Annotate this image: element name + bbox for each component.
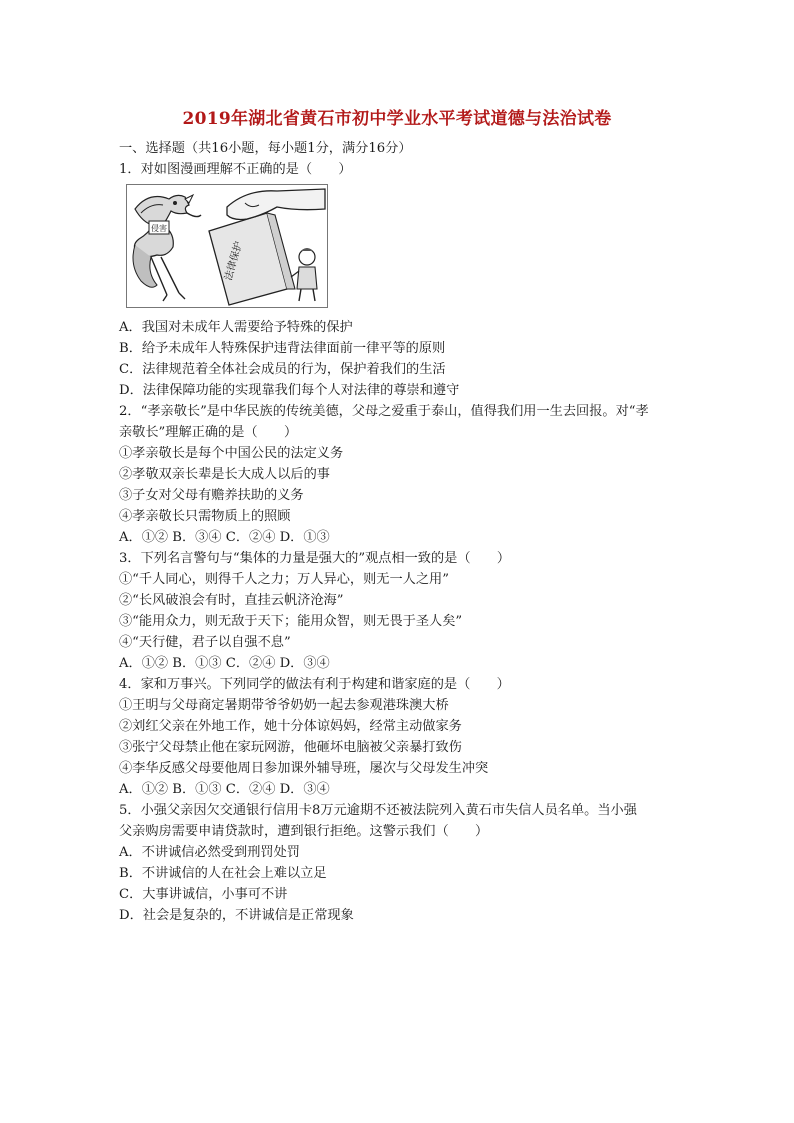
question-3 bbox=[119, 548, 699, 674]
question-stem: 3．下列名言警句与“集体的力量是强大的”观点相一致的是（ ） bbox=[119, 551, 511, 566]
question-stem: 1．对如图漫画理解不正确的是（ ） bbox=[119, 162, 352, 177]
statement: ④李华反感父母要他周日参加课外辅导班，屡次与父母发生冲突 bbox=[119, 761, 489, 776]
question-5 bbox=[119, 800, 699, 926]
statement: ②孝敬双亲长辈是长大成人以后的事 bbox=[119, 467, 330, 482]
statement: ③“能用众力，则无敌于天下；能用众智，则无畏于圣人矣” bbox=[119, 614, 463, 629]
statement: ②刘红父亲在外地工作，她十分体谅妈妈，经常主动做家务 bbox=[119, 719, 462, 734]
cartoon-book-label: 法律保护 bbox=[223, 240, 245, 282]
option: B．不讲诚信的人在社会上难以立足 bbox=[119, 866, 327, 881]
exam-title: 2019年湖北省黄石市初中学业水平考试道德与法治试卷 bbox=[182, 109, 612, 129]
statement: ②“长风破浪会有时，直挂云帆济沧海” bbox=[119, 593, 344, 608]
question-4 bbox=[119, 674, 699, 800]
cartoon-figure bbox=[126, 184, 328, 308]
question-stem: 2．“孝亲敬长”是中华民族的传统美德，父母之爱重于泰山，值得我们用一生去回报。对“孝 bbox=[119, 404, 649, 419]
option: A．不讲诚信必然受到刑罚处罚 bbox=[119, 845, 300, 860]
section-heading: 一、选择题（共16小题，每小题1分，满分16分） bbox=[119, 141, 412, 156]
question-1 bbox=[119, 159, 699, 401]
statement: ③张宁父母禁止他在家玩网游，他砸坏电脑被父亲暴打致伤 bbox=[119, 740, 462, 755]
question-stem: 5．小强父亲因欠交通银行信用卡8万元逾期不还被法院列入黄石市失信人员名单。当小强 bbox=[119, 803, 637, 818]
option: C．大事讲诚信，小事可不讲 bbox=[119, 887, 288, 902]
exam-content bbox=[119, 138, 699, 926]
question-2 bbox=[119, 401, 699, 548]
answer-choices: A．①② B．①③ C．②④ D．③④ bbox=[119, 656, 330, 671]
answer-choices: A．①② B．①③ C．②④ D．③④ bbox=[119, 782, 330, 797]
option: D．法律保障功能的实现靠我们每个人对法律的尊崇和遵守 bbox=[119, 383, 460, 398]
cartoon-illustration bbox=[127, 185, 327, 307]
statement: ①王明与父母商定暑期带爷爷奶奶一起去参观港珠澳大桥 bbox=[119, 698, 449, 713]
question-stem: 4．家和万事兴。下列同学的做法有利于构建和谐家庭的是（ ） bbox=[119, 677, 510, 692]
answer-choices: A．①② B．③④ C．②④ D．①③ bbox=[119, 530, 330, 545]
option: A．我国对未成年人需要给予特殊的保护 bbox=[119, 320, 353, 335]
statement: ④孝亲敬长只需物质上的照顾 bbox=[119, 509, 291, 524]
question-stem: 父亲购房需要申请贷款时，遭到银行拒绝。这警示我们（ ） bbox=[119, 824, 489, 839]
question-stem: 亲敬长”理解正确的是（ ） bbox=[119, 425, 298, 440]
option: B．给予未成年人特殊保护违背法律面前一律平等的原则 bbox=[119, 341, 446, 356]
statement: ④“天行健，君子以自强不息” bbox=[119, 635, 291, 650]
statement: ①“千人同心，则得千人之力；万人异心，则无一人之用” bbox=[119, 572, 449, 587]
option: C．法律规范着全体社会成员的行为，保护着我们的生活 bbox=[119, 362, 446, 377]
option: D．社会是复杂的，不讲诚信是正常现象 bbox=[119, 908, 354, 923]
statement: ①孝亲敬长是每个中国公民的法定义务 bbox=[119, 446, 344, 461]
statement: ③子女对父母有赡养扶助的义务 bbox=[119, 488, 304, 503]
cartoon-tag-text: 侵害 bbox=[151, 224, 167, 233]
